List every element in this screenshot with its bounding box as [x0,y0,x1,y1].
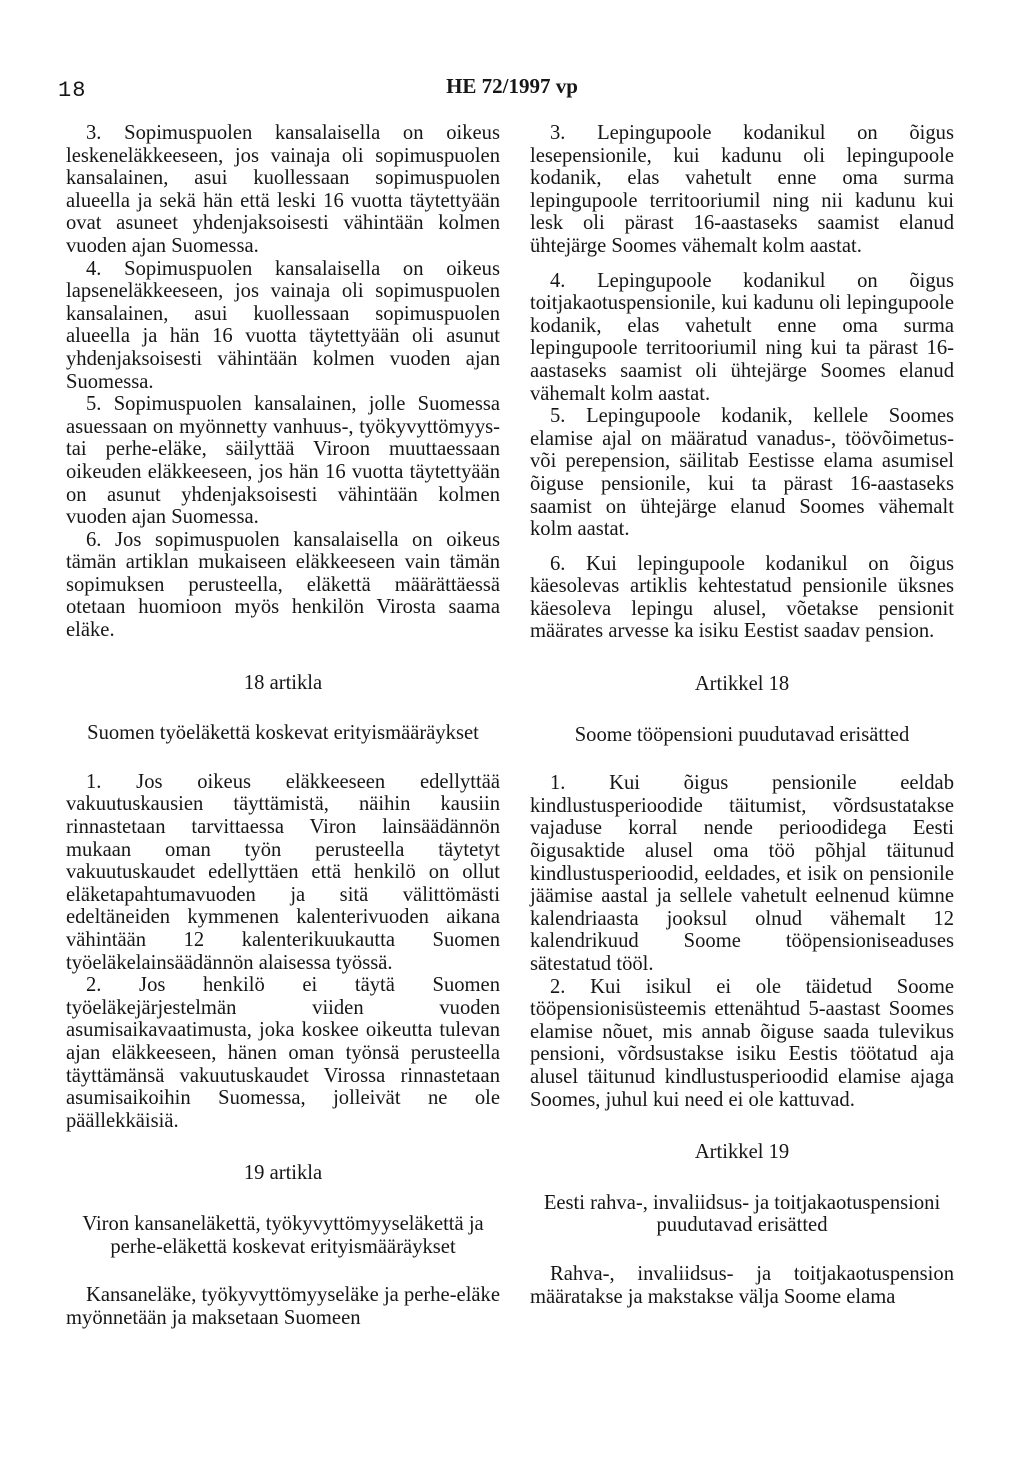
paragraph-3: 3. Sopimuspuolen kansalaisella on oikeus leskeneläkkeeseen, jos vainaja oli sopimuspuolen kansalainen, asui kuollessaan sopimuspuolen alueella ja sekä hän että leski 16 vuotta täytettyään ovat asuneet yhdenjaksoisesti vähintään kolmen vuoden ajan Suomessa. [66,122,500,257]
article-18-paragraph-2: 2. Jos henkilö ei täytä Suomen työeläkejärjestelmän viiden vuoden asumisaikavaatimusta, joka koskee oikeutta tulevan ajan eläkkeeseen, hänen oman työnsä perusteella täyttämänsä vakuutuskaudet Virossa rinnastetaan asumisaikoihin Suomessa, jolleivät ne ole päällekkäisiä. [66,974,500,1132]
document-reference: HE 72/1997 vp [446,74,578,98]
article-18-title: Artikkel 18 [694,673,790,696]
paragraph-5: 5. Sopimuspuolen kansalainen, jolle Suomessa asuessaan on myönnetty vanhuus-, työkyvyttömyys- tai perhe-eläke, säilyttää Viroon muuttaessaan oikeuden eläkkeeseen, jos hän 16 vuotta täytettyään on asunut yhdenjaksoisesti vähintään kolmen vuoden ajan Suomessa. [66,393,500,529]
article-18-heading: Soome tööpensioni puudutavad erisätted [574,723,910,746]
paragraph-4: 4. Sopimuspuolen kansalaisella on oikeus lapseneläkkeeseen, jos vainaja oli sopimuspuolen kansalainen, asui kuollessaan sopimuspuolen alueella ja hän 16 vuotta täytettyään oli asunut yhdenjaksoisesti vähintään kolmen vuoden ajan Suomessa. [66,257,500,393]
article-19-paragraph-1: Rahva-, invaliidsus- ja toitjakaotuspension määratakse ja makstakse välja Soome elama [530,1262,954,1308]
paragraph-6: 6. Jos sopimuspuolen kansalaisella on oikeus tämän artiklan mukaiseen eläkkeeseen vain tämän sopimuksen perusteella, eläkettä määrättäessä otetaan huomioon myös henkilön Virosta saama eläke. [66,528,500,642]
article-19-heading: Viron kansaneläkettä, työkyvyttömyyseläkettä ja perhe-eläkettä koskevat erityismääräykset [82,1212,484,1258]
estonian-column [530,122,954,1308]
article-18-heading: Suomen työeläkettä koskevat erityismääräykset [87,722,479,745]
article-18-paragraph-1: 1. Kui õigus pensionile eeldab kindlustusperioodide täitumist, võrdsustatakse vajaduse korral nende perioodidega Eesti õigusaktide alusel oma töö põhjal täitunud kindlustusperioodid, eeldades, et isik on pensionile jäämise aastal ja sellele vahetult eelnenud kümne kalendriaasta jooksul olnud vähemalt 12 kalendrikuud Soome tööpensioniseaduses sätestatud tööl. [530,772,954,975]
article-19-heading: Eesti rahva-, invaliidsus- ja toitjakaotuspensioni puudutavad erisätted [543,1191,941,1237]
article-18-paragraph-1: 1. Jos oikeus eläkkeeseen edellyttää vakuutuskausien täyttämistä, näihin kausiin rinnastetaan tarvittaessa Viron lainsäädännön mukaan oman työn perusteella täytetyt vakuutuskaudet edellyttäen että henkilö on ollut eläketapahtumavuoden ja sitä välittömästi edeltäneiden kymmenen kalenterivuoden aikana vähintään 12 kalenterikuukautta Suomen työeläkelainsäädännön alaisessa työssä. [66,770,500,974]
article-19-title: 19 artikla [243,1162,323,1185]
paragraph-5: 5. Lepingupoole kodanik, kellele Soomes elamise ajal on määratud vanadus-, töövõimetus- või perepension, säilitab Eestisse elama asumisel õiguse pensionile, kui ta pärast 16-aastaseks saamist on ühtejärge elanud Soomes vähemalt kolm aastat. [530,405,954,541]
article-19-title: Artikkel 19 [694,1141,790,1164]
article-18-title: 18 artikla [243,671,323,694]
finnish-column [66,122,500,1329]
paragraph-6: 6. Kui lepingupoole kodanikul on õigus käesolevas artiklis kehtestatud pensionile üksnes käesoleva lepingu alusel, võetakse pensionit määrates arvesse ka isiku Eestist saadav pension. [530,552,954,643]
paragraph-3: 3. Lepingupoole kodanikul on õigus lesepensionile, kui kadunu oli lepingupoole kodanik, elas vahetult enne oma surma lepingupoole territooriumil ning nii kadunu kui lesk oli pärast 16-aastaseks saamist elanud ühtejärge Soomes vähemalt kolm aastat. [530,122,954,257]
page-number: 18 [58,78,87,103]
article-19-paragraph-1: Kansaneläke, työkyvyttömyyseläke ja perhe-eläke myönnetään ja maksetaan Suomeen [66,1284,500,1329]
article-18-paragraph-2: 2. Kui isikul ei ole täidetud Soome tööpensionisüsteemis ettenähtud 5-aastast Soomes elamise nõuet, mis annab õiguse saada tulevikus pensioni, võrdsustakse isiku Eestis töötatud aja alusel täitunud kindlustusperioodid elamise ajaga Soomes, juhul kui need ei ole kattuvad. [530,975,954,1111]
paragraph-4: 4. Lepingupoole kodanikul on õigus toitjakaotuspensionile, kui kadunu oli lepingupoole kodanik, elas vahetult enne oma surma lepingupoole territooriumil ning kui ta pärast 16-aastaseks saamist oli ühtejärge Soomes elanud vähemalt kolm aastat. [530,269,954,405]
